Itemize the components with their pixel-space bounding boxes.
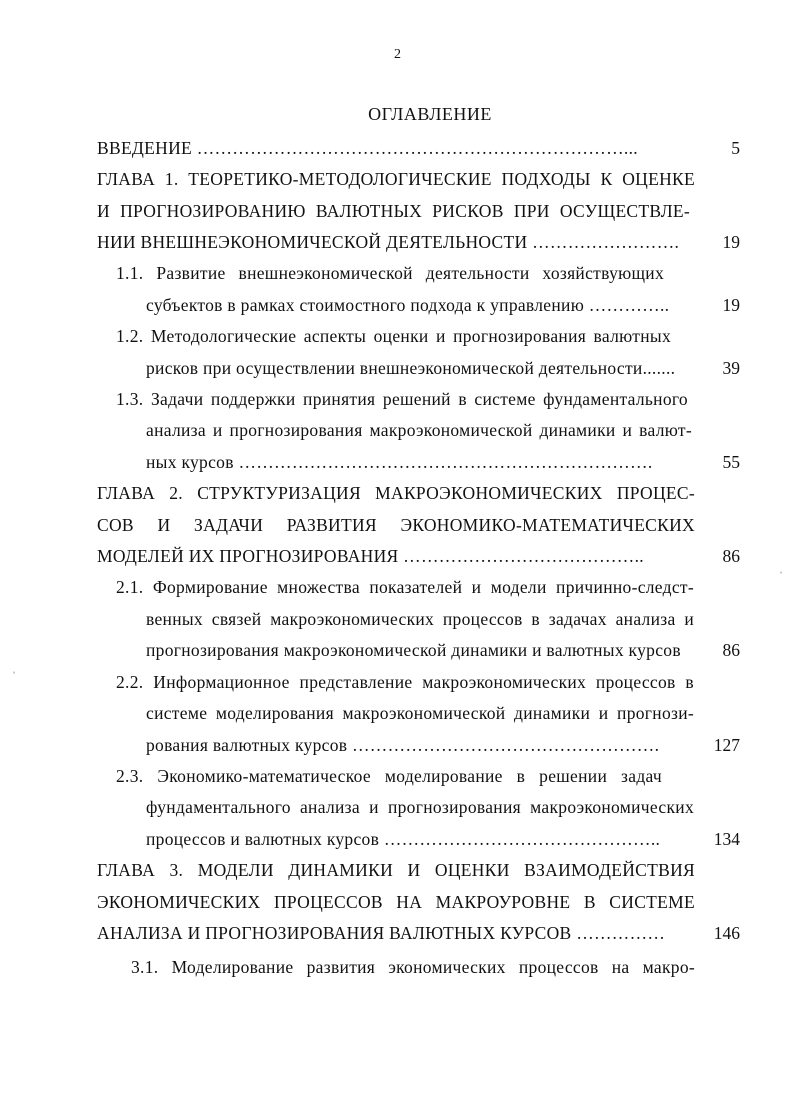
toc-page-number: 86	[722, 546, 740, 566]
toc-entry-chapter-1-line-2[interactable]: И ПРОГНОЗИРОВАНИЮ ВАЛЮТНЫХ РИСКОВ ПРИ ОСУЩЕСТВЛЕ-	[97, 201, 690, 221]
toc-page-number: 39	[722, 358, 740, 378]
toc-entry-chapter-2-line-3[interactable]: МОДЕЛЕЙ ИХ ПРОГНОЗИРОВАНИЯ …………………………………..	[97, 546, 644, 566]
toc-entry-section-2-1-line-2[interactable]: венных связей макроэкономических процессов в задачах анализа и	[146, 609, 694, 629]
toc-entry-section-1-3-line-1[interactable]: 1.3. Задачи поддержки принятия решений в системе фундаментального	[116, 389, 688, 409]
toc-entry-chapter-1-line-3[interactable]: НИИ ВНЕШНЕЭКОНОМИЧЕСКОЙ ДЕЯТЕЛЬНОСТИ …………………….	[97, 232, 680, 252]
page-number: 2	[394, 47, 401, 62]
toc-entry-chapter-3-line-1[interactable]: ГЛАВА 3. МОДЕЛИ ДИНАМИКИ И ОЦЕНКИ ВЗАИМОДЕЙСТВИЯ	[97, 860, 695, 880]
toc-entry-section-2-1-line-3[interactable]: прогнозирования макроэкономической динамики и валютных курсов	[146, 640, 681, 660]
toc-entry-section-2-2-line-2[interactable]: системе моделирования макроэкономической динамики и прогнози-	[146, 703, 694, 723]
scan-mark: ˌ	[12, 660, 16, 674]
toc-page-number: 134	[713, 829, 740, 849]
toc-entry-section-1-1-line-1[interactable]: 1.1. Развитие внешнеэкономической деятельности хозяйствующих	[116, 263, 664, 283]
toc-entry-section-1-3-line-2[interactable]: анализа и прогнозирования макроэкономической динамики и валют-	[146, 420, 692, 440]
toc-entry-section-2-3-line-3[interactable]: процессов и валютных курсов ………………………………………..	[146, 829, 661, 849]
toc-page-number: 5	[731, 138, 740, 158]
toc-page-number: 55	[722, 452, 740, 472]
toc-page-number: 86	[722, 640, 740, 660]
toc-entry-chapter-3-line-2[interactable]: ЭКОНОМИЧЕСКИХ ПРОЦЕССОВ НА МАКРОУРОВНЕ В СИСТЕМЕ	[97, 892, 695, 912]
toc-entry-chapter-2-line-2[interactable]: СОВ И ЗАДАЧИ РАЗВИТИЯ ЭКОНОМИКО-МАТЕМАТИЧЕСКИХ	[97, 515, 695, 535]
toc-entry-section-1-2-line-1[interactable]: 1.2. Методологические аспекты оценки и прогнозирования валютных	[116, 326, 671, 346]
toc-title: ОГЛАВЛЕНИЕ	[368, 104, 492, 124]
toc-entry-section-2-2-line-3[interactable]: рования валютных курсов …………………………………………….	[146, 735, 660, 755]
toc-entry-introduction[interactable]	[97, 133, 665, 163]
toc-page-number: 127	[713, 735, 740, 755]
toc-page-number: 146	[713, 923, 740, 943]
toc-entry-section-2-3-line-2[interactable]: фундаментального анализа и прогнозирования макроэкономических	[146, 797, 694, 817]
toc-entry-section-3-1-line-1[interactable]: 3.1. Моделирование развития экономических процессов на макро-	[131, 957, 695, 977]
toc-page-number: 19	[722, 232, 740, 252]
toc-page-number: 19	[722, 295, 740, 315]
toc-entry-chapter-3-line-3[interactable]: АНАЛИЗА И ПРОГНОЗИРОВАНИЯ ВАЛЮТНЫХ КУРСОВ ……………	[97, 923, 666, 943]
toc-entry-section-1-2-line-2[interactable]: рисков при осуществлении внешнеэкономической деятельности.......	[146, 358, 676, 378]
toc-line: ВВЕДЕНИЕ ………………………………………………………………...	[97, 138, 638, 158]
toc-entry-section-1-3-line-3[interactable]: ных курсов …………………………………………………………….	[146, 452, 653, 472]
toc-entry-section-2-3-line-1[interactable]: 2.3. Экономико-математическое моделирование в решении задач	[116, 766, 662, 786]
toc-entry-section-1-1-line-2[interactable]: субъектов в рамках стоимостного подхода к управлению …………..	[146, 295, 670, 315]
toc-entry-chapter-1-line-1[interactable]: ГЛАВА 1. ТЕОРЕТИКО-МЕТОДОЛОГИЧЕСКИЕ ПОДХОДЫ К ОЦЕНКЕ	[97, 169, 695, 189]
scan-mark: ˌ	[779, 560, 783, 574]
toc-entry-section-2-2-line-1[interactable]: 2.2. Информационное представление макроэкономических процессов в	[116, 672, 694, 692]
toc-entry-chapter-2-line-1[interactable]: ГЛАВА 2. СТРУКТУРИЗАЦИЯ МАКРОЭКОНОМИЧЕСКИХ ПРОЦЕС-	[97, 483, 695, 503]
toc-entry-section-2-1-line-1[interactable]: 2.1. Формирование множества показателей и модели причинно-следст-	[116, 577, 694, 597]
